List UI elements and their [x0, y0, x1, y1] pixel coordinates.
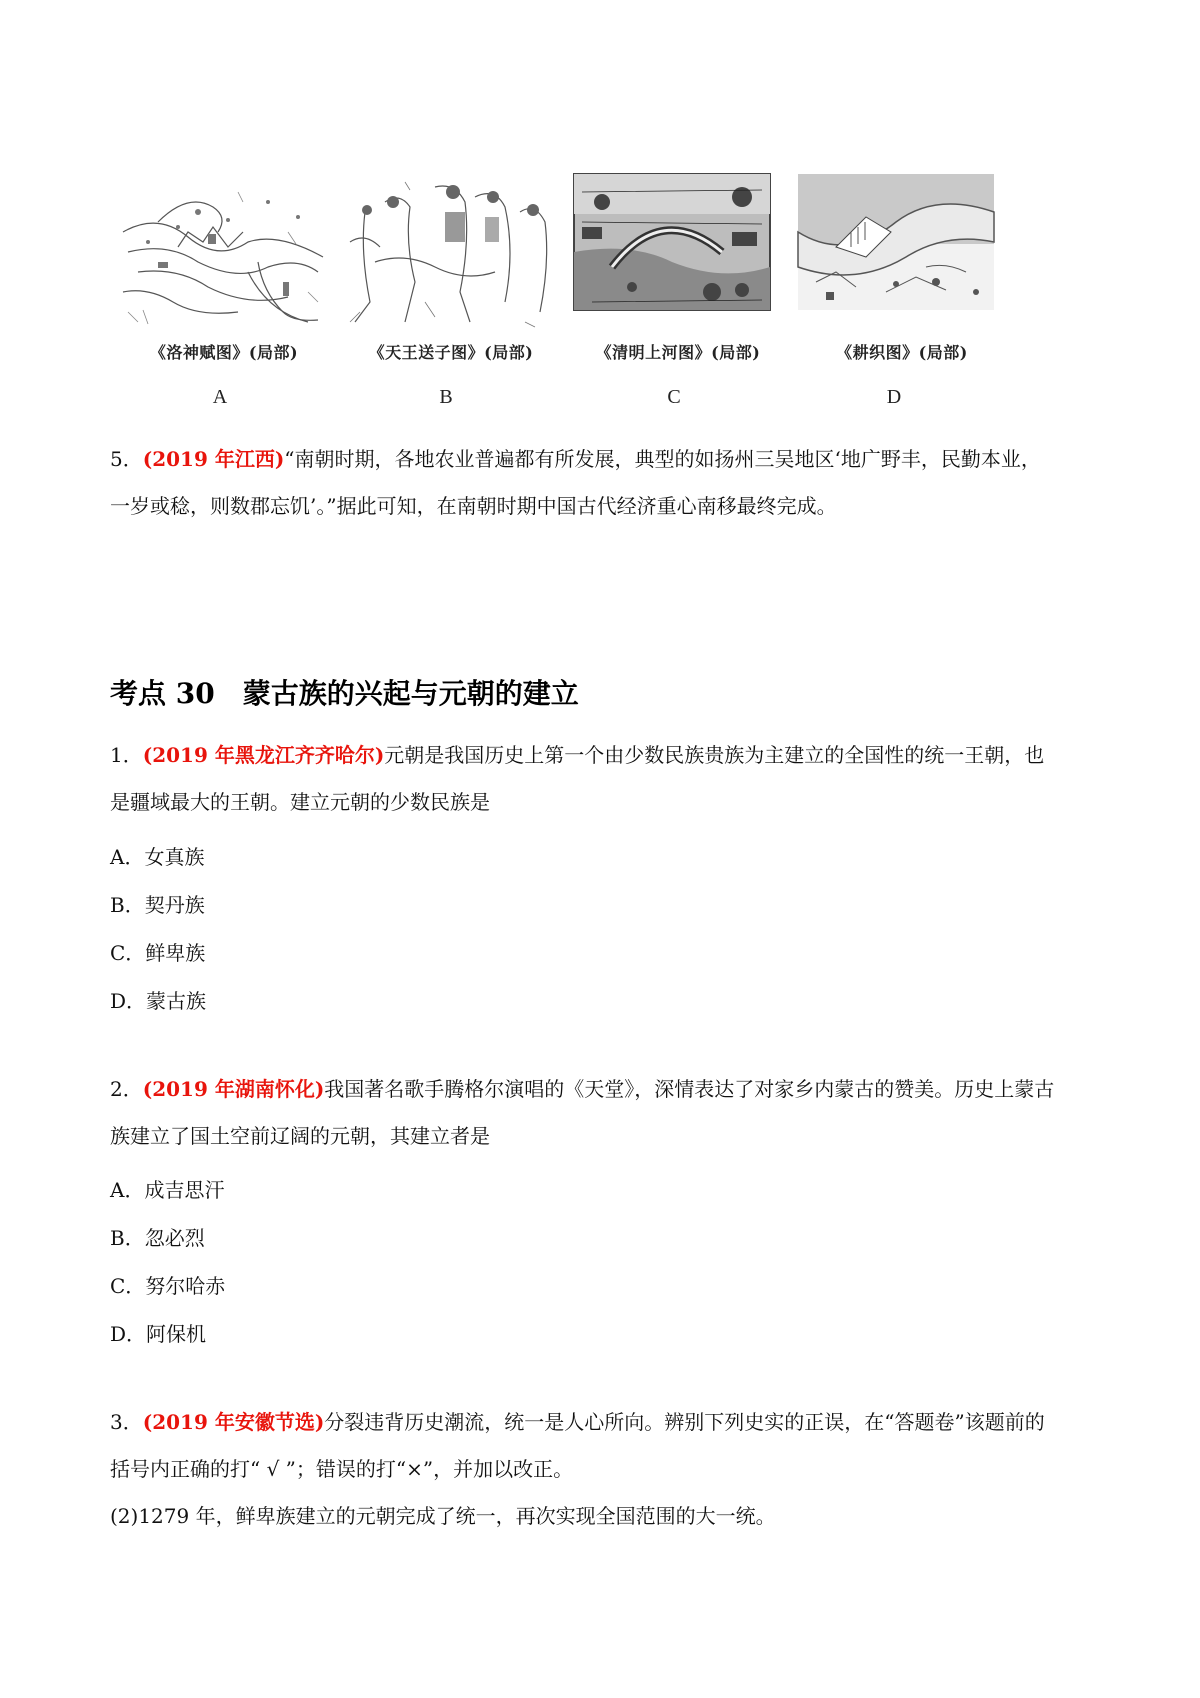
- figure-d-caption: 《耕织图》(局部): [836, 343, 968, 362]
- question-2-option-b: B．忽必烈: [110, 1226, 205, 1250]
- question-2-option-d: D．阿保机: [110, 1322, 207, 1346]
- question-1-option-d: D．蒙古族: [110, 989, 207, 1013]
- question-2: [110, 1066, 1100, 1160]
- question-5-text-1: “南朝时期，各地农业普遍都有所发展，典型的如扬州三吴地区‘地广野丰，民勤本业，: [284, 447, 1041, 471]
- figure-a: [118, 172, 330, 362]
- figure-b-caption: 《天王送子图》(局部): [368, 343, 534, 362]
- question-1-line-1: [110, 732, 1100, 779]
- gengzhi-painting-image: [796, 172, 1008, 332]
- question-5: [110, 436, 1100, 530]
- figure-d: [796, 172, 1008, 362]
- question-2-text-1: 我国著名歌手腾格尔演唱的《天堂》，深情表达了对家乡内蒙古的赞美。历史上蒙古: [324, 1077, 1055, 1101]
- question-1-number: 1．: [110, 743, 143, 767]
- question-2-number: 2．: [110, 1077, 143, 1101]
- question-1: [110, 732, 1100, 826]
- question-3-line-3: (2)1279 年，鲜卑族建立的元朝完成了统一，再次实现全国范围的大一统。: [110, 1504, 776, 1528]
- figure-c: [572, 172, 784, 362]
- option-letter-b: B: [439, 386, 453, 408]
- question-5-line-1: [110, 436, 1100, 483]
- question-2-source: (2019 年湖南怀化): [142, 1077, 325, 1101]
- qingming-painting-image: [572, 172, 784, 332]
- question-5-number: 5．: [110, 447, 143, 471]
- option-letter-c: C: [667, 386, 681, 408]
- question-2-option-c: C．努尔哈赤: [110, 1274, 226, 1298]
- question-3-line-1: [110, 1399, 1100, 1446]
- question-2-line-1: [110, 1066, 1100, 1113]
- figure-b: [345, 172, 557, 362]
- option-letter-d: D: [886, 386, 902, 408]
- question-3-number: 3．: [110, 1410, 143, 1434]
- question-2-line-2: 族建立了国土空前辽阔的元朝，其建立者是: [110, 1124, 490, 1148]
- question-3: [110, 1399, 1100, 1540]
- question-1-option-a: A．女真族: [110, 845, 205, 869]
- question-3-line-2: 括号内正确的打“ √ ”；错误的打“×”，并加以改正。: [110, 1457, 574, 1481]
- question-1-option-c: C．鲜卑族: [110, 941, 206, 965]
- section-heading: 考点 30 蒙古族的兴起与元朝的建立: [110, 677, 579, 710]
- figure-c-caption: 《清明上河图》(局部): [595, 343, 761, 362]
- question-1-text-1: 元朝是我国历史上第一个由少数民族贵族为主建立的全国性的统一王朝，也: [384, 743, 1045, 767]
- question-5-line-2: 一岁或稔，则数郡忘饥’。”据此可知，在南朝时期中国古代经济重心南移最终完成。: [110, 494, 837, 518]
- figure-a-caption: 《洛神赋图》(局部): [149, 343, 299, 362]
- question-5-source: (2019 年江西): [142, 447, 285, 471]
- question-1-source: (2019 年黑龙江齐齐哈尔): [142, 743, 385, 767]
- question-1-option-b: B．契丹族: [110, 893, 205, 917]
- question-3-source: (2019 年安徽节选): [142, 1410, 325, 1434]
- question-2-option-a: A．成吉思汗: [110, 1178, 225, 1202]
- luoshen-painting-image: [118, 172, 330, 332]
- question-3-text-1: 分裂违背历史潮流，统一是人心所向。辨别下列史实的正误，在“答题卷”该题前的: [324, 1410, 1045, 1434]
- option-letter-a: A: [212, 386, 228, 408]
- tianwang-painting-image: [345, 172, 557, 332]
- question-1-line-2: 是疆域最大的王朝。建立元朝的少数民族是: [110, 790, 490, 814]
